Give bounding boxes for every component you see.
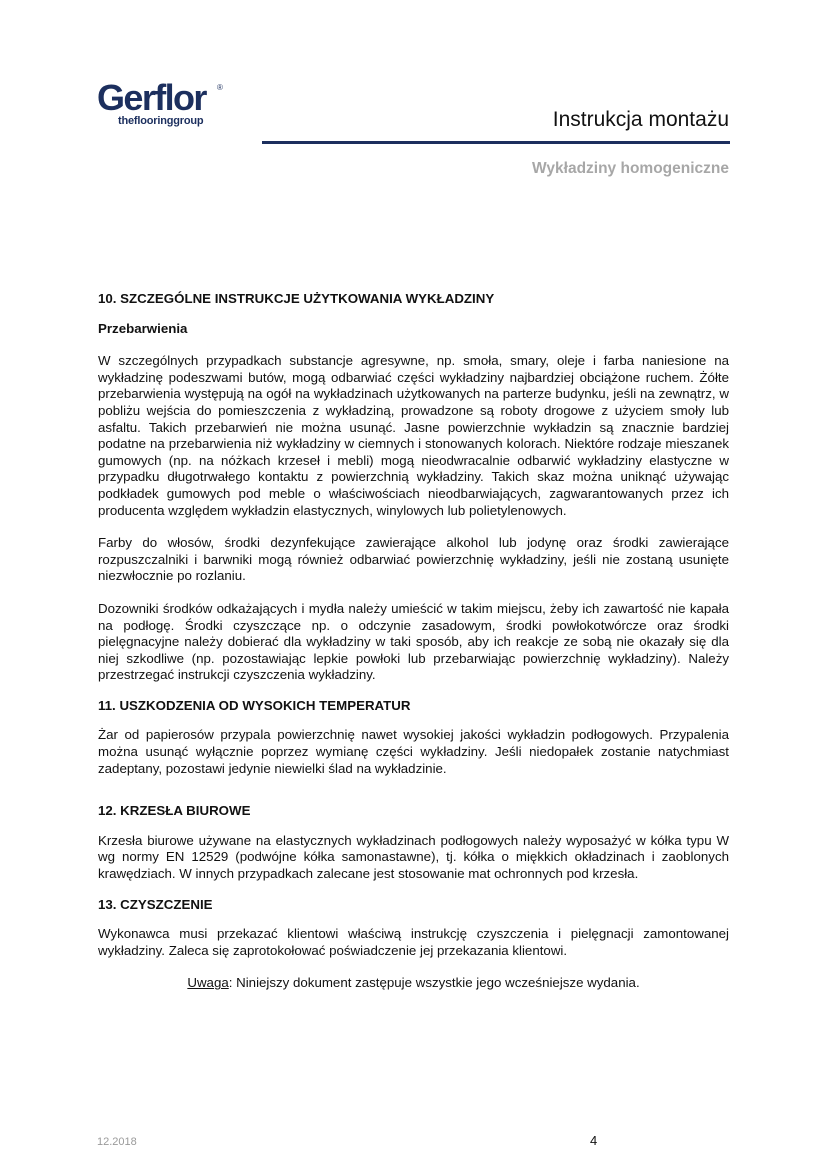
logo-wordmark: Gerflor	[97, 77, 206, 118]
section-12-heading: 12. KRZESŁA BIUROWE	[98, 803, 251, 819]
section-10-paragraph-2: Farby do włosów, środki dezynfekujące zawierające alkohol lub jodynę oraz środki zawierające rozpuszczalniki i barwniki mogą również odbarwiać powierzchnię wykładziny, jeśli nie zostaną usunięte niezwłocznie po rozlaniu.	[98, 535, 729, 584]
section-13-heading: 13. CZYSZCZENIE	[98, 896, 213, 912]
document-body	[98, 291, 729, 992]
gerflor-logo	[97, 77, 247, 130]
section-10-paragraph-3: Dozowniki środków odkażających i mydła należy umieścić w takim miejscu, żeby ich zawartość nie kapała na podłogę. Środki czyszczące np. o odczynie zasadowym, środki powłokotwórcze oraz środki pielęgnacyjne należy dobierać dla wykładziny w taki sposób, aby ich reakcje ze sobą nie okazały się dla niej szkodliwe (np. pozostawiając lepkie powłoki lub przebarwiając powierzchnię wykładziny). Należy przestrzegać instrukcji czyszczenia wykładziny.	[98, 600, 729, 683]
section-10-subheading: Przebarwienia	[98, 320, 188, 336]
header-divider	[262, 141, 730, 144]
section-10-heading: 10. SZCZEGÓLNE INSTRUKCJE UŻYTKOWANIA WYKŁADZINY	[98, 291, 495, 306]
footer-date: 12.2018	[97, 1136, 137, 1148]
logo-registered-mark: ®	[217, 83, 223, 92]
notice	[98, 975, 729, 992]
document-title: Instrukcja montażu	[552, 108, 729, 131]
document-subtitle: Wykładziny homogeniczne	[532, 160, 729, 177]
section-13-paragraph-1: Wykonawca musi przekazać klientowi właściwą instrukcję czyszczenia i pielęgnacji zamontowanej wykładziny. Zaleca się zaprotokołować poświadczenie jej przekazania klientowi.	[98, 926, 729, 958]
page-number: 4	[590, 1133, 598, 1148]
section-11-paragraph-1: Żar od papierosów przypala powierzchnię nawet wysokiej jakości wykładzin podłogowych. Przypalenia można usunąć wyłącznie poprzez wymianę części wykładziny. Jeśli niedopałek zostanie natychmiast zadeptany, pozostawi jedynie niewielki ślad na wykładzinie.	[98, 727, 729, 776]
logo-tagline: theflooringgroup	[118, 115, 204, 127]
section-12-paragraph-1: Krzesła biurowe używane na elastycznych wykładzinach podłogowych należy wyposażyć w kółka typu W wg normy EN 12529 (podwójne kółka samonastawne), tj. kółka o miękkich okładzinach i zaoblonych krawędziach. W innych przypadkach zalecane jest stosowanie mat ochronnych pod krzesła.	[98, 832, 729, 882]
notice-label: Uwaga	[187, 975, 229, 991]
section-10-paragraph-1: W szczególnych przypadkach substancje agresywne, np. smoła, smary, oleje i farba naniesione na wykładzinę podeszwami butów, mogą odbarwiać części wykładziny najbardziej obciążone ruchem. Żółte przebarwienia występują na ogół na wykładzinach użytkowanych na parterze budynku, jeśli na zewnątrz, w pobliżu wejścia do pomieszczenia z wykładziną, prowadzone są roboty drogowe z użyciem smoły lub asfaltu. Takich przebarwień nie można usunąć. Jasne powierzchnie wykładzin są znacznie bardziej podatne na przebarwienia niż wykładziny w ciemnych i stonowanych kolorach. Niektóre rodzaje mieszanek gumowych (np. na nóżkach krzeseł i mebli) mogą nieodwracalnie odbarwić wykładziny elastyczne w przypadku długotrwałego kontaktu z powierzchnią wykładziny. Takich skaz można uniknąć używając podkładek gumowych pod meble o właściwościach nieodbarwiających, zagwarantowanych przez ich producenta względem wykładzin elastycznych, winylowych lub polietylenowych.	[98, 353, 729, 518]
section-11-heading: 11. USZKODZENIA OD WYSOKICH TEMPERATUR	[98, 697, 411, 713]
notice-text: : Niniejszy dokument zastępuje wszystkie jego wcześniejsze wydania.	[228, 975, 640, 991]
